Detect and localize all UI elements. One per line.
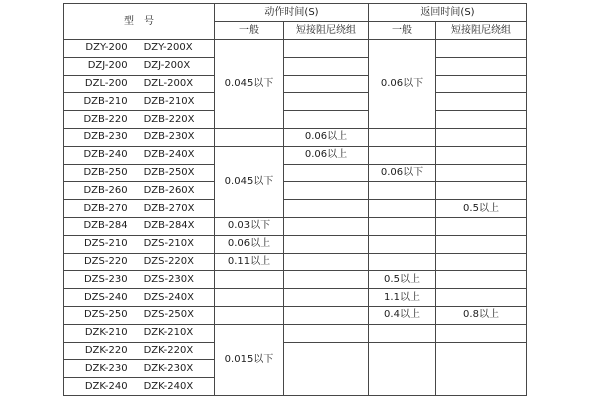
value-cell (284, 75, 369, 93)
value-cell (284, 217, 369, 235)
model-name-base: DZB-210 (83, 95, 128, 107)
value-cell: 0.045以下 (215, 146, 284, 217)
value-cell (436, 289, 527, 307)
model-cell (64, 360, 215, 378)
value-cell (436, 146, 527, 164)
table-row (64, 306, 527, 324)
value-cell (284, 57, 369, 75)
value-cell: 0.5以上 (436, 200, 527, 218)
model-pair (64, 364, 214, 374)
value-cell (284, 253, 369, 271)
value-cell (369, 217, 436, 235)
value-cell (369, 200, 436, 218)
model-name-base: DZB-240 (83, 149, 128, 161)
model-pair (64, 43, 214, 53)
model-name-x: DZB-220X (143, 113, 195, 125)
model-cell (64, 128, 215, 146)
value-cell: 0.8以上 (436, 306, 527, 324)
value-cell (284, 182, 369, 200)
value-cell: 0.06以下 (369, 40, 436, 129)
value-cell (284, 40, 369, 58)
model-cell (64, 146, 215, 164)
value-cell (436, 164, 527, 182)
header-action-time: 动作时间(S) (215, 4, 369, 22)
value-cell: 0.045以下 (215, 40, 284, 129)
model-name-base: DZS-210 (83, 238, 128, 250)
header-return-general: 一般 (369, 22, 436, 40)
model-name-x: DZY-200X (143, 42, 193, 54)
model-cell (64, 342, 215, 360)
model-pair (64, 61, 214, 71)
table-row (64, 111, 527, 129)
model-name-x: DZS-230X (143, 273, 195, 285)
model-name-x: DZS-210X (143, 238, 195, 250)
model-cell (64, 378, 215, 396)
model-name-x: DZK-210X (143, 327, 194, 339)
model-cell (64, 40, 215, 58)
model-name-x: DZB-240X (143, 149, 195, 161)
model-name-base: DZK-230 (84, 362, 128, 374)
model-name-base: DZK-240 (84, 380, 128, 392)
value-cell: 0.015以下 (215, 324, 284, 395)
model-name-base: DZK-220 (84, 344, 128, 356)
model-pair (64, 382, 214, 392)
model-cell (64, 253, 215, 271)
value-cell: 0.06以上 (215, 235, 284, 253)
model-name-base: DZK-210 (84, 327, 128, 339)
model-name-base: DZS-220 (83, 255, 128, 267)
table-row (64, 146, 527, 164)
table-row (64, 57, 527, 75)
model-cell (64, 271, 215, 289)
value-cell (284, 200, 369, 218)
model-pair (64, 168, 214, 178)
value-cell (284, 93, 369, 111)
value-cell (436, 217, 527, 235)
value-cell: 0.03以下 (215, 217, 284, 235)
model-name-base: DZB-250 (83, 166, 128, 178)
model-cell (64, 217, 215, 235)
value-cell (436, 40, 527, 58)
value-cell (284, 164, 369, 182)
value-cell (284, 324, 369, 342)
model-cell (64, 324, 215, 342)
model-name-x: DZJ-200X (143, 60, 191, 72)
value-cell (369, 235, 436, 253)
table-row (64, 289, 527, 307)
model-pair (64, 328, 214, 338)
model-pair (64, 204, 214, 214)
value-cell (436, 93, 527, 111)
table-row (64, 324, 527, 342)
model-name-x: DZS-240X (143, 291, 195, 303)
value-cell: 0.4以上 (369, 306, 436, 324)
model-pair (64, 293, 214, 303)
table-row (64, 235, 527, 253)
model-name-base: DZL-200 (84, 77, 128, 89)
value-cell (436, 235, 527, 253)
model-name-base: DZB-260 (83, 184, 128, 196)
value-cell (436, 111, 527, 129)
model-pair (64, 275, 214, 285)
value-cell (436, 271, 527, 289)
value-cell (284, 306, 369, 324)
model-name-x: DZB-250X (143, 166, 195, 178)
table-row (64, 128, 527, 146)
model-cell (64, 235, 215, 253)
value-cell (215, 271, 284, 289)
model-name-x: DZK-240X (143, 380, 194, 392)
table-row (64, 93, 527, 111)
value-cell: 0.06以上 (284, 128, 369, 146)
model-name-base: DZB-284 (83, 220, 128, 232)
header-row-1 (64, 4, 527, 22)
model-name-base: DZS-250 (83, 309, 128, 321)
value-cell: 0.06以下 (369, 164, 436, 182)
header-model: 型 号 (64, 4, 215, 40)
value-cell (436, 182, 527, 200)
value-cell (369, 182, 436, 200)
model-name-x: DZK-220X (143, 344, 194, 356)
model-name-base: DZS-240 (83, 291, 128, 303)
model-name-base: DZB-230 (83, 131, 128, 143)
model-cell (64, 57, 215, 75)
model-name-x: DZL-200X (143, 77, 194, 89)
table-row (64, 40, 527, 58)
model-pair (64, 239, 214, 249)
header-return-damped: 短接阻尼绕组 (436, 22, 527, 40)
model-name-x: DZB-284X (143, 220, 195, 232)
table-header (64, 4, 527, 40)
value-cell (436, 75, 527, 93)
table-row (64, 342, 527, 360)
model-pair (64, 115, 214, 125)
model-pair (64, 150, 214, 160)
model-name-base: DZJ-200 (87, 60, 128, 72)
value-cell (215, 306, 284, 324)
model-pair (64, 79, 214, 89)
value-cell (284, 235, 369, 253)
value-cell (284, 271, 369, 289)
table-row (64, 217, 527, 235)
value-cell (369, 342, 436, 395)
model-name-x: DZK-230X (143, 362, 194, 374)
value-cell (436, 57, 527, 75)
value-cell (436, 253, 527, 271)
table-row (64, 200, 527, 218)
model-name-x: DZS-220X (143, 255, 195, 267)
value-cell (215, 289, 284, 307)
model-pair (64, 257, 214, 267)
value-cell: 0.06以上 (284, 146, 369, 164)
value-cell (284, 111, 369, 129)
value-cell (436, 128, 527, 146)
value-cell (284, 289, 369, 307)
model-cell (64, 75, 215, 93)
model-pair (64, 97, 214, 107)
model-name-x: DZB-270X (143, 202, 195, 214)
model-cell (64, 93, 215, 111)
model-cell (64, 111, 215, 129)
model-pair (64, 186, 214, 196)
value-cell (436, 342, 527, 395)
value-cell (369, 324, 436, 342)
model-pair (64, 310, 214, 320)
value-cell (369, 253, 436, 271)
model-pair (64, 221, 214, 231)
table-row (64, 182, 527, 200)
model-name-x: DZB-210X (143, 95, 195, 107)
header-action-general: 一般 (215, 22, 284, 40)
value-cell (215, 128, 284, 146)
value-cell (369, 128, 436, 146)
model-name-x: DZB-230X (143, 131, 195, 143)
model-name-base: DZS-230 (83, 273, 128, 285)
value-cell (284, 342, 369, 395)
table-row (64, 75, 527, 93)
table-row (64, 164, 527, 182)
model-cell (64, 289, 215, 307)
model-name-x: DZB-260X (143, 184, 195, 196)
spec-table (63, 3, 527, 396)
value-cell: 0.5以上 (369, 271, 436, 289)
value-cell: 0.11以上 (215, 253, 284, 271)
header-action-damped: 短接阻尼绕组 (284, 22, 369, 40)
table-row (64, 253, 527, 271)
model-cell (64, 306, 215, 324)
model-name-base: DZB-220 (83, 113, 128, 125)
value-cell (369, 146, 436, 164)
model-name-x: DZS-250X (143, 309, 195, 321)
value-cell: 1.1以上 (369, 289, 436, 307)
table-body (64, 40, 527, 396)
model-pair (64, 346, 214, 356)
model-cell (64, 182, 215, 200)
model-cell (64, 200, 215, 218)
header-return-time: 返回时间(S) (369, 4, 527, 22)
table-row (64, 271, 527, 289)
model-name-base: DZY-200 (85, 42, 128, 54)
model-cell (64, 164, 215, 182)
model-pair (64, 132, 214, 142)
value-cell (436, 324, 527, 342)
model-name-base: DZB-270 (83, 202, 128, 214)
